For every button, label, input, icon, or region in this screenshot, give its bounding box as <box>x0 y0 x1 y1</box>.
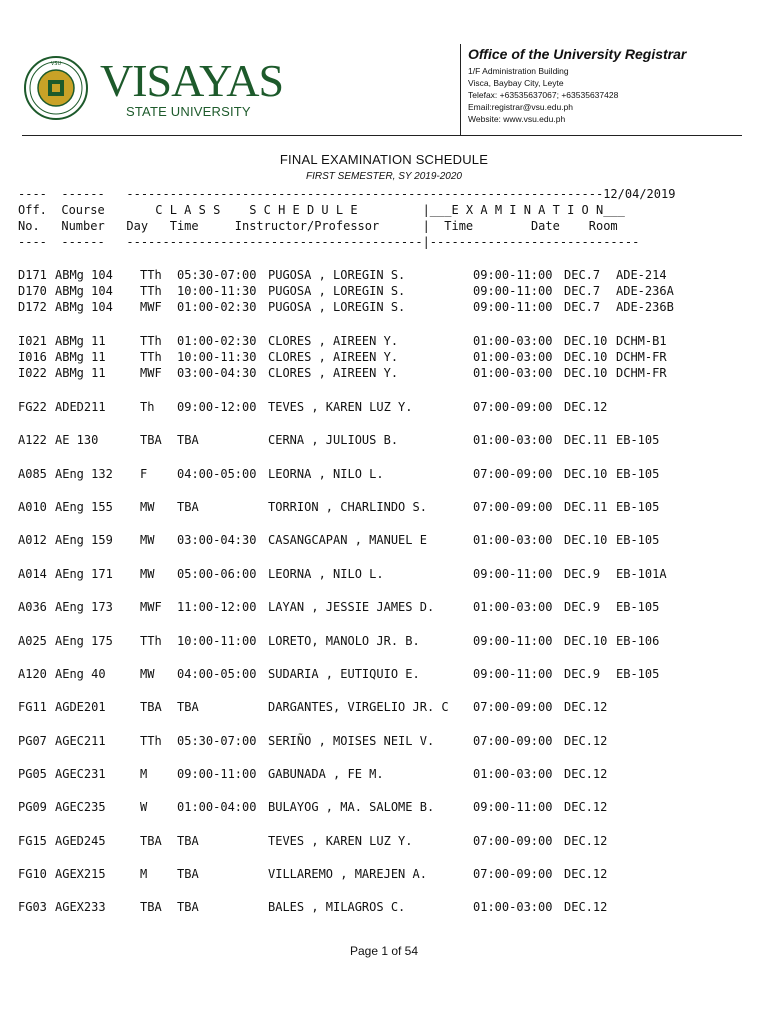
cell-time: 05:30-07:00 <box>177 734 257 748</box>
cell-off-no: A036 <box>18 600 47 614</box>
cell-exam-room: DCHM-FR <box>616 350 667 364</box>
cell-exam-time: 07:00-09:00 <box>473 700 553 714</box>
cell-course: AGEX215 <box>55 867 106 881</box>
cell-exam-date: DEC.10 <box>564 533 608 547</box>
cell-exam-time: 01:00-03:00 <box>473 334 553 348</box>
cell-exam-date: DEC.7 <box>564 300 601 314</box>
cell-day: TTh <box>140 350 162 364</box>
office-title: Office of the University Registrar <box>468 46 687 62</box>
cell-exam-time: 09:00-11:00 <box>473 567 553 581</box>
cell-instructor: SERIÑO , MOISES NEIL V. <box>268 734 435 748</box>
table-row <box>18 283 748 299</box>
cell-course: AGEC231 <box>55 767 106 781</box>
cell-day: TBA <box>140 700 162 714</box>
cell-off-no: I022 <box>18 366 47 380</box>
table-row <box>18 566 748 582</box>
cell-exam-room: DCHM-FR <box>616 366 667 380</box>
cell-off-no: A122 <box>18 433 47 447</box>
cell-day: TTh <box>140 734 162 748</box>
cell-exam-room: ADE-236A <box>616 284 674 298</box>
cell-course: AGDE201 <box>55 700 106 714</box>
cell-off-no: FG22 <box>18 400 47 414</box>
table-row <box>18 365 748 381</box>
cell-exam-date: DEC.10 <box>564 350 608 364</box>
cell-course: AGEC211 <box>55 734 106 748</box>
cell-course: ABMg 104 <box>55 268 113 282</box>
cell-off-no: A014 <box>18 567 47 581</box>
cell-time: 05:00-06:00 <box>177 567 257 581</box>
cell-exam-date: DEC.12 <box>564 900 608 914</box>
table-row <box>18 733 748 749</box>
cell-exam-room: ADE-236B <box>616 300 674 314</box>
cell-course: ABMg 104 <box>55 300 113 314</box>
cell-off-no: FG15 <box>18 834 47 848</box>
cell-day: M <box>140 767 148 781</box>
table-row <box>18 799 748 815</box>
cell-off-no: A120 <box>18 667 47 681</box>
cell-instructor: DARGANTES, VIRGELIO JR. C <box>268 700 449 714</box>
cell-course: AEng 155 <box>55 500 113 514</box>
cell-instructor: BULAYOG , MA. SALOME B. <box>268 800 435 814</box>
cell-course: ABMg 11 <box>55 334 106 348</box>
cell-off-no: I021 <box>18 334 47 348</box>
table-row <box>18 699 748 715</box>
cell-day: W <box>140 800 148 814</box>
cell-exam-time: 01:00-03:00 <box>473 433 553 447</box>
cell-instructor: CASANGCAPAN , MANUEL E <box>268 533 427 547</box>
cell-day: TTh <box>140 284 162 298</box>
cell-instructor: BALES , MILAGROS C. <box>268 900 406 914</box>
cell-day: TBA <box>140 834 162 848</box>
cell-time: 03:00-04:30 <box>177 366 257 380</box>
cell-time: 11:00-12:00 <box>177 600 257 614</box>
cell-instructor: GABUNADA , FE M. <box>268 767 384 781</box>
cell-time: 03:00-04:30 <box>177 533 257 547</box>
cell-off-no: A025 <box>18 634 47 648</box>
cell-time: TBA <box>177 500 199 514</box>
cell-time: TBA <box>177 900 199 914</box>
cell-day: MWF <box>140 300 162 314</box>
cell-exam-time: 01:00-03:00 <box>473 533 553 547</box>
cell-day: M <box>140 867 148 881</box>
cell-exam-time: 09:00-11:00 <box>473 800 553 814</box>
cell-course: AEng 159 <box>55 533 113 547</box>
cell-course: AEng 173 <box>55 600 113 614</box>
cell-exam-date: DEC.10 <box>564 467 608 481</box>
office-address-1: 1/F Administration Building <box>468 66 569 76</box>
cell-exam-time: 09:00-11:00 <box>473 300 553 314</box>
cell-day: TBA <box>140 900 162 914</box>
cell-off-no: A010 <box>18 500 47 514</box>
cell-instructor: CERNA , JULIOUS B. <box>268 433 399 447</box>
cell-time: TBA <box>177 834 199 848</box>
cell-day: MWF <box>140 366 162 380</box>
table-row <box>18 766 748 782</box>
svg-text:VSU: VSU <box>50 61 62 67</box>
cell-exam-time: 09:00-11:00 <box>473 284 553 298</box>
cell-off-no: A012 <box>18 533 47 547</box>
cell-exam-date: DEC.9 <box>564 667 601 681</box>
cell-exam-time: 07:00-09:00 <box>473 734 553 748</box>
cell-day: TTh <box>140 334 162 348</box>
cell-instructor: LAYAN , JESSIE JAMES D. <box>268 600 435 614</box>
cell-day: F <box>140 467 148 481</box>
cell-day: MW <box>140 500 155 514</box>
cell-instructor: LEORNA , NILO L. <box>268 567 384 581</box>
cell-time: 10:00-11:30 <box>177 350 257 364</box>
table-row <box>18 899 748 915</box>
cell-instructor: CLORES , AIREEN Y. <box>268 334 399 348</box>
cell-time: 09:00-11:00 <box>177 767 257 781</box>
cell-exam-room: ADE-214 <box>616 268 667 282</box>
cell-off-no: D172 <box>18 300 47 314</box>
table-row <box>18 633 748 649</box>
table-rule-top: ---- ------ ------------------------------------------------------------------12/04/2019 <box>18 187 676 201</box>
cell-course: ABMg 104 <box>55 284 113 298</box>
cell-day: MW <box>140 667 155 681</box>
document-title: FINAL EXAMINATION SCHEDULE <box>279 152 489 167</box>
cell-time: TBA <box>177 700 199 714</box>
cell-exam-date: DEC.7 <box>564 268 601 282</box>
cell-exam-time: 07:00-09:00 <box>473 500 553 514</box>
cell-day: TTh <box>140 268 162 282</box>
cell-exam-date: DEC.12 <box>564 834 608 848</box>
cell-exam-room: EB-105 <box>616 533 660 547</box>
cell-course: ABMg 11 <box>55 366 106 380</box>
cell-time: 01:00-02:30 <box>177 334 257 348</box>
header-divider-horizontal <box>22 135 742 136</box>
cell-course: AEng 175 <box>55 634 113 648</box>
cell-exam-time: 07:00-09:00 <box>473 834 553 848</box>
cell-course: AGEC235 <box>55 800 106 814</box>
cell-exam-room: EB-105 <box>616 600 660 614</box>
cell-instructor: LORETO, MANOLO JR. B. <box>268 634 420 648</box>
cell-exam-room: EB-106 <box>616 634 660 648</box>
office-email: Email:registrar@vsu.edu.ph <box>468 102 574 112</box>
cell-exam-time: 01:00-03:00 <box>473 366 553 380</box>
table-row <box>18 399 748 415</box>
table-row <box>18 499 748 515</box>
table-row <box>18 466 748 482</box>
office-telefax: Telefax: +63535637067; +63535637428 <box>468 90 619 100</box>
document-subtitle: FIRST SEMESTER, SY 2019-2020 <box>306 171 462 182</box>
cell-time: 05:30-07:00 <box>177 268 257 282</box>
cell-course: AGED245 <box>55 834 106 848</box>
cell-day: TTh <box>140 634 162 648</box>
cell-time: 01:00-04:00 <box>177 800 257 814</box>
cell-instructor: TEVES , KAREN LUZ Y. <box>268 400 413 414</box>
cell-exam-time: 01:00-03:00 <box>473 900 553 914</box>
table-row <box>18 866 748 882</box>
university-seal-icon <box>24 56 88 120</box>
cell-instructor: TEVES , KAREN LUZ Y. <box>268 834 413 848</box>
cell-instructor: VILLAREMO , MAREJEN A. <box>268 867 427 881</box>
cell-day: Th <box>140 400 155 414</box>
table-row <box>18 299 748 315</box>
cell-off-no: FG11 <box>18 700 47 714</box>
cell-exam-time: 09:00-11:00 <box>473 268 553 282</box>
cell-off-no: FG10 <box>18 867 47 881</box>
cell-instructor: PUGOSA , LOREGIN S. <box>268 284 406 298</box>
cell-instructor: LEORNA , NILO L. <box>268 467 384 481</box>
table-row <box>18 333 748 349</box>
cell-exam-time: 07:00-09:00 <box>473 400 553 414</box>
cell-exam-time: 01:00-03:00 <box>473 600 553 614</box>
cell-course: AE 130 <box>55 433 99 447</box>
office-address-2: Visca, Baybay City, Leyte <box>468 78 564 88</box>
cell-instructor: PUGOSA , LOREGIN S. <box>268 268 406 282</box>
cell-exam-date: DEC.9 <box>564 567 601 581</box>
table-row <box>18 432 748 448</box>
table-row <box>18 599 748 615</box>
header-divider-vertical <box>460 44 461 136</box>
cell-time: TBA <box>177 433 199 447</box>
table-header-line-2: No. Number Day Time Instructor/Professor | Time Date Room <box>18 219 618 233</box>
cell-instructor: PUGOSA , LOREGIN S. <box>268 300 406 314</box>
cell-off-no: A085 <box>18 467 47 481</box>
cell-exam-date: DEC.10 <box>564 334 608 348</box>
cell-exam-time: 01:00-03:00 <box>473 350 553 364</box>
table-row <box>18 532 748 548</box>
cell-instructor: SUDARIA , EUTIQUIO E. <box>268 667 420 681</box>
cell-exam-date: DEC.12 <box>564 700 608 714</box>
cell-exam-room: EB-105 <box>616 467 660 481</box>
cell-off-no: PG09 <box>18 800 47 814</box>
cell-time: 10:00-11:30 <box>177 284 257 298</box>
table-row <box>18 666 748 682</box>
cell-exam-date: DEC.7 <box>564 284 601 298</box>
cell-exam-date: DEC.12 <box>564 800 608 814</box>
cell-exam-room: EB-105 <box>616 667 660 681</box>
cell-day: MW <box>140 533 155 547</box>
cell-instructor: TORRION , CHARLINDO S. <box>268 500 427 514</box>
cell-exam-date: DEC.12 <box>564 867 608 881</box>
cell-course: ABMg 11 <box>55 350 106 364</box>
cell-course: AGEX233 <box>55 900 106 914</box>
page-number: Page 1 of 54 <box>349 944 419 958</box>
table-row <box>18 833 748 849</box>
cell-time: 09:00-12:00 <box>177 400 257 414</box>
cell-exam-time: 07:00-09:00 <box>473 467 553 481</box>
cell-time: 04:00-05:00 <box>177 667 257 681</box>
cell-exam-date: DEC.12 <box>564 734 608 748</box>
cell-exam-date: DEC.10 <box>564 366 608 380</box>
cell-off-no: D171 <box>18 268 47 282</box>
cell-exam-time: 01:00-03:00 <box>473 767 553 781</box>
table-row <box>18 349 748 365</box>
table-row <box>18 267 748 283</box>
office-block <box>468 46 686 125</box>
cell-day: MWF <box>140 600 162 614</box>
cell-off-no: PG07 <box>18 734 47 748</box>
cell-exam-time: 07:00-09:00 <box>473 867 553 881</box>
cell-course: AEng 171 <box>55 567 113 581</box>
cell-exam-date: DEC.10 <box>564 634 608 648</box>
brand-wordmark <box>100 55 284 119</box>
cell-instructor: CLORES , AIREEN Y. <box>268 350 399 364</box>
table-header-line-1: Off. Course C L A S S S C H E D U L E |___E X A M I N A T I O N___ <box>18 203 625 217</box>
cell-exam-date: DEC.9 <box>564 600 601 614</box>
cell-off-no: I016 <box>18 350 47 364</box>
cell-time: 10:00-11:00 <box>177 634 257 648</box>
table-rule-bottom: ---- ------ -----------------------------------------|----------------------------- <box>18 235 640 249</box>
cell-off-no: FG03 <box>18 900 47 914</box>
cell-instructor: CLORES , AIREEN Y. <box>268 366 399 380</box>
cell-exam-room: EB-105 <box>616 500 660 514</box>
cell-course: AEng 132 <box>55 467 113 481</box>
cell-exam-date: DEC.12 <box>564 767 608 781</box>
cell-exam-date: DEC.11 <box>564 500 608 514</box>
office-website: Website: www.vsu.edu.ph <box>468 114 566 124</box>
cell-exam-room: EB-105 <box>616 433 660 447</box>
cell-exam-room: DCHM-B1 <box>616 334 667 348</box>
cell-exam-time: 09:00-11:00 <box>473 667 553 681</box>
cell-exam-room: EB-101A <box>616 567 667 581</box>
brand-main: VISAYAS <box>100 55 284 106</box>
cell-course: AEng 40 <box>55 667 106 681</box>
cell-time: TBA <box>177 867 199 881</box>
brand-sub: STATE UNIVERSITY <box>126 104 251 119</box>
cell-time: 04:00-05:00 <box>177 467 257 481</box>
cell-off-no: D170 <box>18 284 47 298</box>
cell-exam-date: DEC.12 <box>564 400 608 414</box>
cell-exam-time: 09:00-11:00 <box>473 634 553 648</box>
cell-day: TBA <box>140 433 162 447</box>
cell-exam-date: DEC.11 <box>564 433 608 447</box>
document-header <box>0 0 768 140</box>
cell-course: ADED211 <box>55 400 106 414</box>
cell-day: MW <box>140 567 155 581</box>
cell-time: 01:00-02:30 <box>177 300 257 314</box>
cell-off-no: PG05 <box>18 767 47 781</box>
